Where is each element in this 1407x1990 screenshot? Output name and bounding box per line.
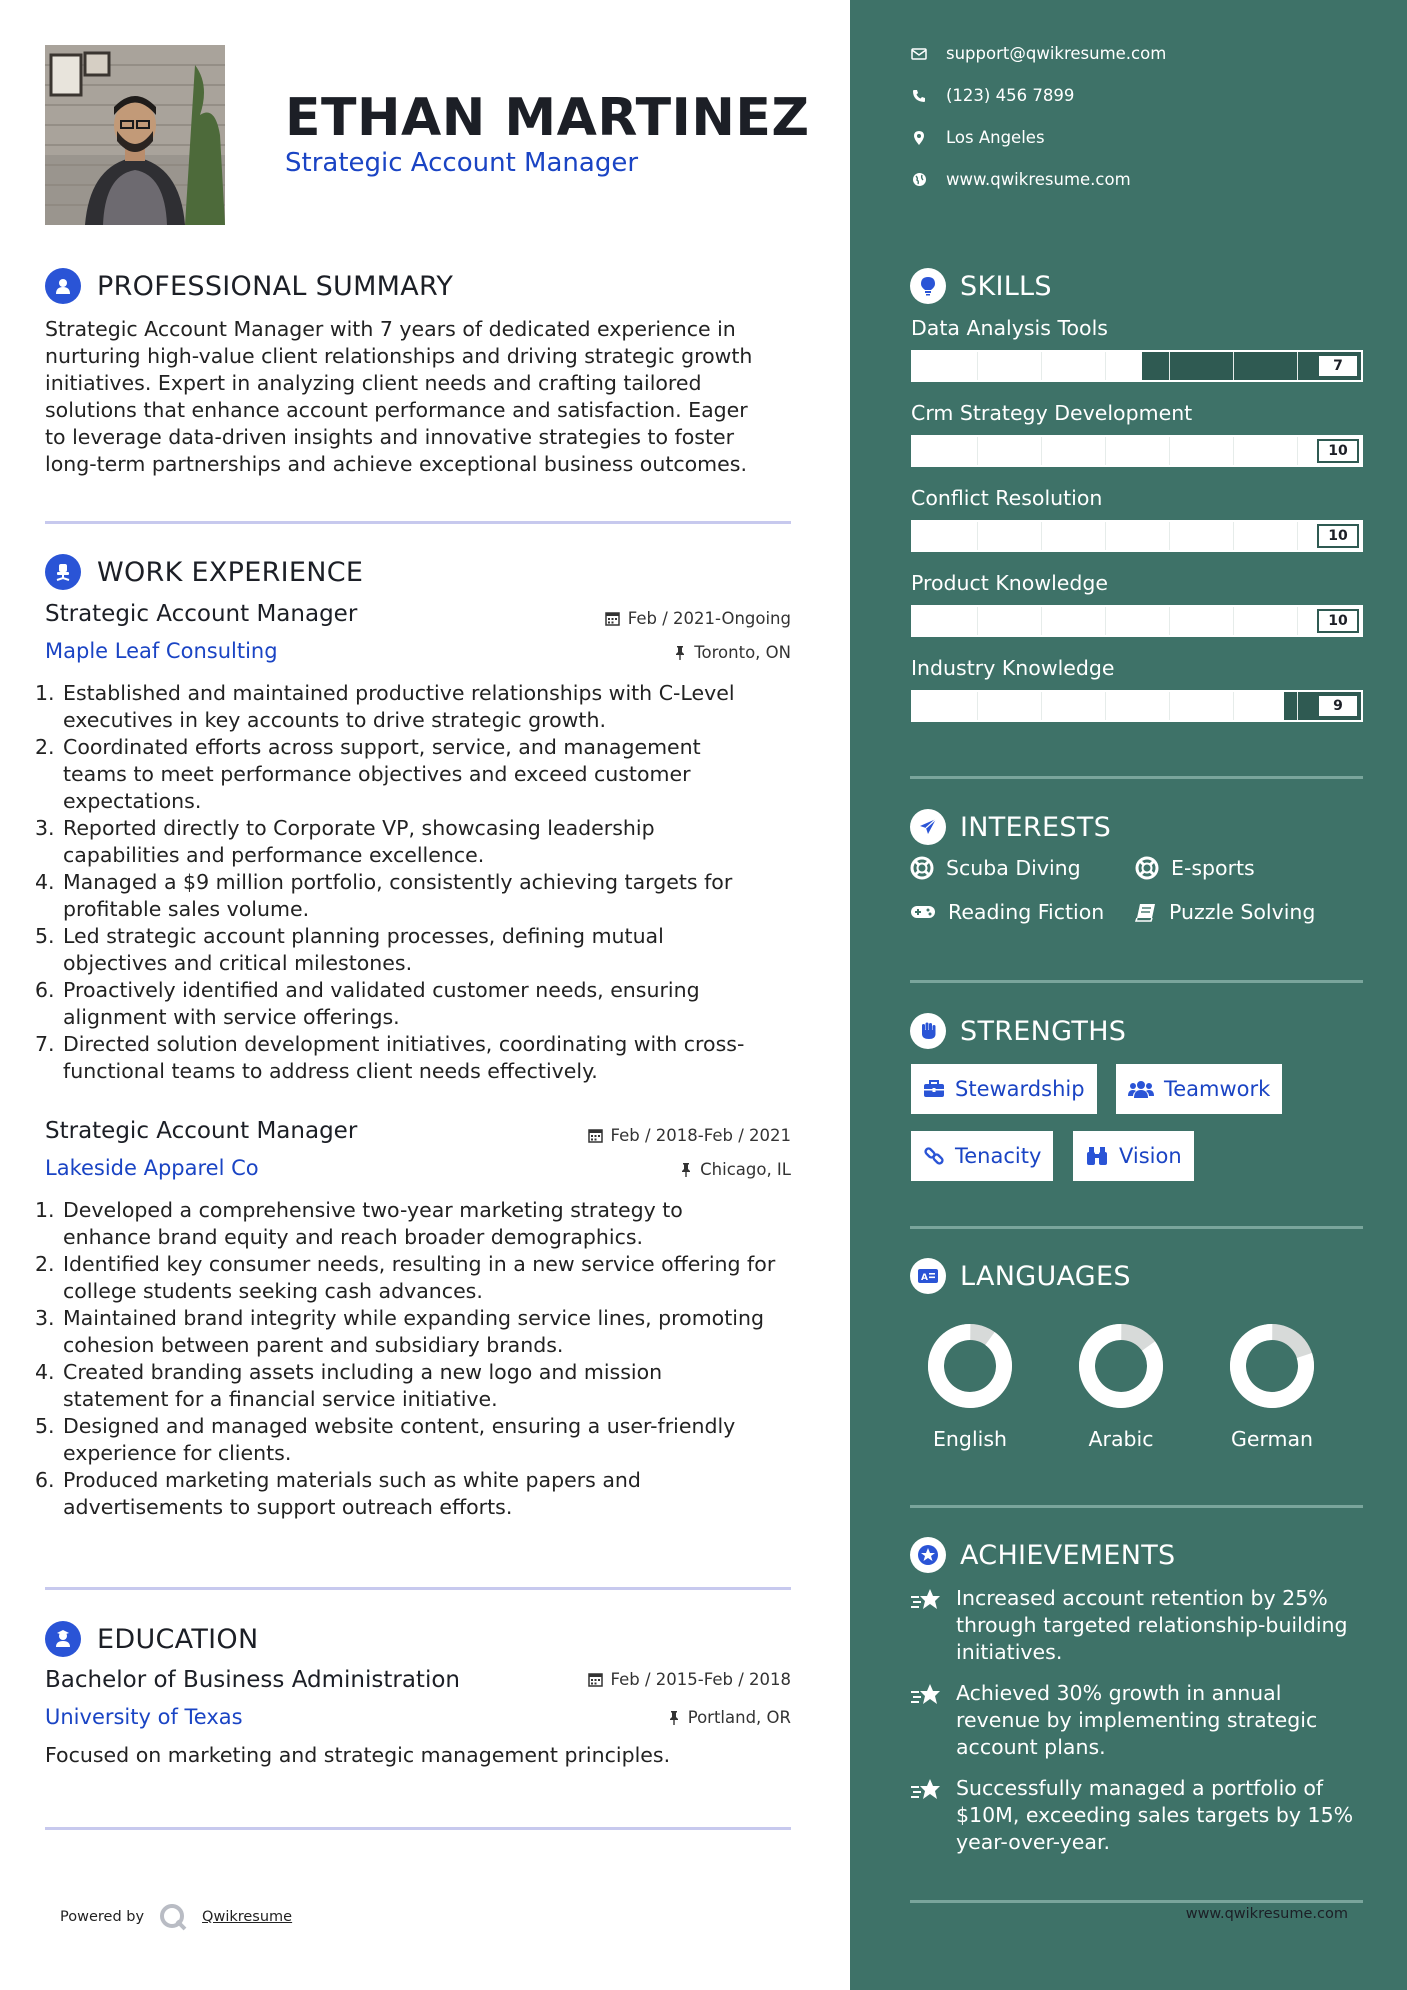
- item-number: 4.: [35, 1360, 55, 1384]
- strengths-heading: [910, 1013, 1126, 1049]
- summary-heading: [45, 268, 453, 304]
- section-divider: [910, 776, 1363, 779]
- job-date: [588, 1126, 791, 1145]
- item-line: Reported directly to Corporate VP, showcasing leadership: [63, 816, 655, 840]
- education-location-text: Portland, OR: [687, 1708, 791, 1727]
- achievement-line: through targeted relationship-building: [956, 1613, 1348, 1637]
- skill-bar-segment: [1041, 692, 1042, 720]
- education-title: EDUCATION: [97, 1623, 259, 1655]
- degree: Bachelor of Business Administration: [45, 1667, 460, 1693]
- fast-star-icon: [910, 1585, 942, 1666]
- strength-chip: [911, 1064, 1097, 1114]
- skill-bar-fill: [913, 607, 1361, 635]
- job-title: Strategic Account Manager: [45, 1118, 358, 1144]
- section-divider: [910, 980, 1363, 983]
- interest-item: [910, 856, 1081, 880]
- job-title: Strategic Account Manager: [45, 601, 358, 627]
- skill-bar-segment: [1297, 692, 1298, 720]
- achievement-item: [910, 1680, 1370, 1761]
- skill-bar-segment: [1105, 607, 1106, 635]
- skill-bar-segment: [1169, 352, 1170, 380]
- skill-bar-segment: [1297, 437, 1298, 465]
- item-line: Established and maintained productive relationships with C-Level: [63, 681, 735, 705]
- strength-chip: [1073, 1131, 1194, 1181]
- interests-heading: [910, 809, 1111, 845]
- job-location: [680, 1160, 791, 1179]
- location-icon: [910, 130, 928, 146]
- skill-bar-segment: [1297, 607, 1298, 635]
- item-number: 2.: [35, 735, 55, 759]
- language-donut-chart: [1061, 1318, 1181, 1414]
- language-donut: [1212, 1318, 1332, 1418]
- skill-value: 7: [1317, 354, 1359, 378]
- item-number: 5.: [35, 1414, 55, 1438]
- experience-heading: [45, 554, 363, 590]
- item-line: college students seeking cash advances.: [63, 1279, 483, 1303]
- list-item: [35, 1031, 795, 1085]
- item-line: teams to meet performance objectives and exceed customer: [63, 762, 691, 786]
- skill-bar: [911, 350, 1363, 382]
- company-name: Maple Leaf Consulting: [45, 639, 278, 663]
- item-number: 1.: [35, 681, 55, 705]
- item-line: Produced marketing materials such as white papers and: [63, 1468, 641, 1492]
- strength-chip: [1116, 1064, 1282, 1114]
- strength-chip: [911, 1131, 1053, 1181]
- language-donut-chart: [1212, 1318, 1332, 1414]
- interest-label: E-sports: [1171, 856, 1255, 880]
- skill-bar-segment: [1297, 352, 1298, 380]
- job-date-text: Feb / 2021-Ongoing: [627, 609, 791, 628]
- strengths-title: STRENGTHS: [960, 1015, 1127, 1047]
- item-line: Maintained brand integrity while expanding service lines, promoting: [63, 1306, 764, 1330]
- item-line: Managed a $9 million portfolio, consistently achieving targets for: [63, 870, 733, 894]
- item-line: objectives and critical milestones.: [63, 951, 413, 975]
- job-location-text: Toronto, ON: [694, 643, 791, 662]
- skill-bar-segment: [977, 607, 978, 635]
- skill-bar-segment: [1105, 352, 1106, 380]
- education-location: [668, 1708, 791, 1727]
- skill-bar-segment: [1169, 522, 1170, 550]
- donut-fill: [923, 1319, 1018, 1414]
- interest-item: [910, 900, 1104, 924]
- skill-bar-segment: [1233, 352, 1234, 380]
- sidebar: [850, 0, 1407, 1990]
- donut-fill: [1074, 1319, 1169, 1414]
- skills-heading: [910, 268, 1052, 304]
- briefcase-icon: [923, 1080, 945, 1098]
- education-description: Focused on marketing and strategic management principles.: [45, 1743, 671, 1767]
- contact-text: Los Angeles: [946, 128, 1045, 147]
- pin-icon: [680, 1162, 692, 1177]
- education-date: [588, 1670, 791, 1689]
- skill-label: Industry Knowledge: [911, 656, 1115, 680]
- skill-bar-fill: [913, 522, 1361, 550]
- contact-email[interactable]: [910, 44, 1166, 63]
- skill-bar-segment: [977, 522, 978, 550]
- education-heading: [45, 1621, 258, 1657]
- language-donut-chart: [910, 1318, 1030, 1414]
- item-line: statement for a financial service initiative.: [63, 1387, 498, 1411]
- pin-icon: [674, 645, 686, 660]
- binoculars-icon: [1085, 1146, 1109, 1166]
- powered-by: [60, 1902, 292, 1932]
- item-line: Identified key consumer needs, resulting in a new service offering for: [63, 1252, 776, 1276]
- skill-bar: [911, 435, 1363, 467]
- section-divider: [45, 521, 791, 524]
- job-location: [674, 643, 791, 662]
- item-line: alignment with service offerings.: [63, 1005, 400, 1029]
- link-icon: [923, 1145, 945, 1167]
- contact-text: (123) 456 7899: [946, 86, 1075, 105]
- users-icon: [1128, 1079, 1154, 1099]
- item-number: 6.: [35, 1468, 55, 1492]
- item-line: profitable sales volume.: [63, 897, 310, 921]
- interest-label: Scuba Diving: [946, 856, 1081, 880]
- graduation-icon: [45, 1621, 81, 1657]
- job-duties-list: [35, 680, 795, 1085]
- item-line: cohesion between parent and subsidiary brands.: [63, 1333, 564, 1357]
- interests-title: INTERESTS: [960, 811, 1112, 843]
- achievement-line: account plans.: [956, 1735, 1106, 1759]
- school-name: University of Texas: [45, 1705, 243, 1729]
- job-date: [605, 609, 791, 628]
- skill-bar: [911, 690, 1363, 722]
- education-date-text: Feb / 2015-Feb / 2018: [610, 1670, 791, 1689]
- item-line: executives in key accounts to drive strategic growth.: [63, 708, 606, 732]
- item-number: 7.: [35, 1032, 55, 1056]
- job-date-text: Feb / 2018-Feb / 2021: [610, 1126, 791, 1145]
- language-card-icon: [910, 1258, 946, 1294]
- item-line: Directed solution development initiatives, coordinating with cross-: [63, 1032, 745, 1056]
- item-line: functional teams to address client needs effectively.: [63, 1059, 598, 1083]
- user-icon: [45, 268, 81, 304]
- candidate-name: ETHAN MARTINEZ: [285, 88, 810, 148]
- achievements-title: ACHIEVEMENTS: [960, 1539, 1176, 1571]
- skill-bar-segment: [1169, 437, 1170, 465]
- skill-bar-segment: [1169, 692, 1170, 720]
- summary-line: solutions that enhance account performance and satisfaction. Eager: [45, 398, 748, 422]
- fast-star-icon: [910, 1775, 942, 1856]
- contact-text: www.qwikresume.com: [946, 170, 1131, 189]
- skill-bar: [911, 605, 1363, 637]
- summary-line: nurturing high-value client relationships and driving strategic growth: [45, 344, 753, 368]
- language-label: Arabic: [1088, 1427, 1154, 1451]
- list-item: [35, 1305, 795, 1359]
- list-item: [35, 977, 795, 1031]
- book-icon: [1135, 902, 1157, 922]
- svg-text:A: A: [921, 1273, 928, 1283]
- language-donut: [910, 1318, 1030, 1418]
- calendar-icon: [588, 1672, 603, 1687]
- strength-label: Tenacity: [955, 1144, 1042, 1168]
- achievement-line: Increased account retention by 25%: [956, 1586, 1328, 1610]
- job-location-text: Chicago, IL: [700, 1160, 791, 1179]
- star-badge-icon: [910, 1537, 946, 1573]
- donut-fill: [1229, 1323, 1315, 1409]
- skill-bar-segment: [1233, 522, 1234, 550]
- language-label: English: [932, 1427, 1008, 1451]
- item-line: capabilities and performance excellence.: [63, 843, 485, 867]
- interest-label: Puzzle Solving: [1169, 900, 1316, 924]
- job-duties-list: [35, 1197, 795, 1521]
- skill-bar-segment: [1169, 607, 1170, 635]
- skill-value: 10: [1317, 439, 1359, 463]
- summary-line: to leverage data-driven insights and innovative strategies to foster: [45, 425, 735, 449]
- footer-website[interactable]: www.qwikresume.com: [1185, 1906, 1348, 1922]
- achievement-line: Successfully managed a portfolio of: [956, 1776, 1324, 1800]
- skill-bar-segment: [1041, 607, 1042, 635]
- skill-label: Conflict Resolution: [911, 486, 1103, 510]
- contact-phone[interactable]: [910, 86, 1074, 105]
- list-item: [35, 1197, 795, 1251]
- contact-text: support@qwikresume.com: [946, 44, 1167, 63]
- item-line: Coordinated efforts across support, service, and management: [63, 735, 701, 759]
- skill-bar: [911, 520, 1363, 552]
- contact-website[interactable]: [910, 170, 1131, 189]
- achievement-line: year-over-year.: [956, 1830, 1111, 1854]
- profile-photo: [45, 45, 225, 225]
- calendar-icon: [605, 611, 620, 626]
- achievement-line: Achieved 30% growth in annual: [956, 1681, 1282, 1705]
- section-divider: [910, 1226, 1363, 1229]
- skill-bar-segment: [1105, 522, 1106, 550]
- calendar-icon: [588, 1128, 603, 1143]
- qwikresume-logo-icon: [158, 1902, 188, 1932]
- list-item: [35, 1413, 795, 1467]
- item-line: advertisements to support outreach efforts.: [63, 1495, 513, 1519]
- list-item: [35, 734, 795, 815]
- item-line: expectations.: [63, 789, 202, 813]
- section-divider: [910, 1900, 1363, 1903]
- skill-bar-segment: [1233, 692, 1234, 720]
- skill-bar-fill: [913, 352, 1142, 380]
- list-item: [35, 1251, 795, 1305]
- mail-icon: [910, 48, 928, 60]
- candidate-title: Strategic Account Manager: [285, 148, 639, 178]
- summary-title: PROFESSIONAL SUMMARY: [97, 270, 454, 302]
- list-item: [35, 680, 795, 734]
- item-line: Led strategic account planning processes, defining mutual: [63, 924, 664, 948]
- interest-item: [1135, 900, 1315, 924]
- skill-bar-fill: [913, 692, 1284, 720]
- skill-bar-segment: [1041, 437, 1042, 465]
- skill-bar-segment: [1041, 352, 1042, 380]
- section-divider: [45, 1827, 791, 1830]
- achievement-line: $10M, exceeding sales targets by 15%: [956, 1803, 1354, 1827]
- achievement-line: initiatives.: [956, 1640, 1063, 1664]
- skill-bar-segment: [977, 352, 978, 380]
- languages-heading: [910, 1258, 1131, 1294]
- office-chair-icon: [45, 554, 81, 590]
- fast-star-icon: [910, 1680, 942, 1761]
- strength-label: Teamwork: [1164, 1077, 1271, 1101]
- globe-icon: [910, 172, 928, 187]
- skill-bar-segment: [977, 437, 978, 465]
- item-number: 4.: [35, 870, 55, 894]
- lightbulb-icon: [910, 268, 946, 304]
- powered-by-label: Powered by: [60, 1909, 145, 1925]
- skill-label: Crm Strategy Development: [911, 401, 1193, 425]
- summary-text: [45, 316, 785, 478]
- language-donut: [1061, 1318, 1181, 1418]
- skill-label: Product Knowledge: [911, 571, 1109, 595]
- skill-value: 10: [1317, 609, 1359, 633]
- summary-line: initiatives. Expert in analyzing client needs and crafting tailored: [45, 371, 702, 395]
- fist-icon: [910, 1013, 946, 1049]
- item-line: Proactively identified and validated customer needs, ensuring: [63, 978, 700, 1002]
- summary-line: Strategic Account Manager with 7 years of dedicated experience in: [45, 317, 736, 341]
- contact-location: [910, 128, 1045, 147]
- achievement-item: [910, 1775, 1370, 1856]
- summary-line: long-term partnerships and achieve exceptional business outcomes.: [45, 452, 747, 476]
- strength-label: Stewardship: [955, 1077, 1085, 1101]
- company-name: Lakeside Apparel Co: [45, 1156, 259, 1180]
- skills-title: SKILLS: [960, 270, 1052, 302]
- skill-bar-fill: [913, 437, 1361, 465]
- item-number: 3.: [35, 1306, 55, 1330]
- languages-title: LANGUAGES: [960, 1260, 1131, 1292]
- list-item: [35, 1359, 795, 1413]
- lifebuoy-icon: [910, 856, 934, 880]
- paper-plane-icon: [910, 809, 946, 845]
- list-item: [35, 869, 795, 923]
- item-number: 2.: [35, 1252, 55, 1276]
- list-item: [35, 815, 795, 869]
- interest-label: Reading Fiction: [948, 900, 1105, 924]
- pin-icon: [668, 1710, 680, 1725]
- achievement-line: revenue by implementing strategic: [956, 1708, 1318, 1732]
- strength-label: Vision: [1119, 1144, 1182, 1168]
- qwikresume-link[interactable]: Qwikresume: [202, 1909, 293, 1925]
- item-line: Created branding assets including a new logo and mission: [63, 1360, 663, 1384]
- item-line: Developed a comprehensive two-year marketing strategy to: [63, 1198, 683, 1222]
- phone-icon: [910, 89, 928, 103]
- skill-bar-segment: [1105, 437, 1106, 465]
- section-divider: [910, 1505, 1363, 1508]
- section-divider: [45, 1587, 791, 1590]
- list-item: [35, 1467, 795, 1521]
- experience-title: WORK EXPERIENCE: [97, 556, 364, 588]
- skill-bar-segment: [1233, 607, 1234, 635]
- lifebuoy-icon: [1135, 856, 1159, 880]
- skill-bar-segment: [1041, 522, 1042, 550]
- gamepad-icon: [910, 903, 936, 921]
- skill-label: Data Analysis Tools: [911, 316, 1108, 340]
- interest-item: [1135, 856, 1255, 880]
- achievement-item: [910, 1585, 1370, 1666]
- item-number: 3.: [35, 816, 55, 840]
- language-label: German: [1230, 1427, 1314, 1451]
- skill-bar-segment: [1297, 522, 1298, 550]
- item-line: Designed and managed website content, ensuring a user-friendly: [63, 1414, 736, 1438]
- item-line: enhance brand equity and reach broader demographics.: [63, 1225, 644, 1249]
- skill-bar-segment: [1233, 437, 1234, 465]
- item-number: 6.: [35, 978, 55, 1002]
- item-number: 5.: [35, 924, 55, 948]
- item-line: experience for clients.: [63, 1441, 292, 1465]
- skill-value: 9: [1317, 694, 1359, 718]
- skill-bar-segment: [977, 692, 978, 720]
- list-item: [35, 923, 795, 977]
- item-number: 1.: [35, 1198, 55, 1222]
- achievements-heading: [910, 1537, 1176, 1573]
- skill-value: 10: [1317, 524, 1359, 548]
- skill-bar-segment: [1105, 692, 1106, 720]
